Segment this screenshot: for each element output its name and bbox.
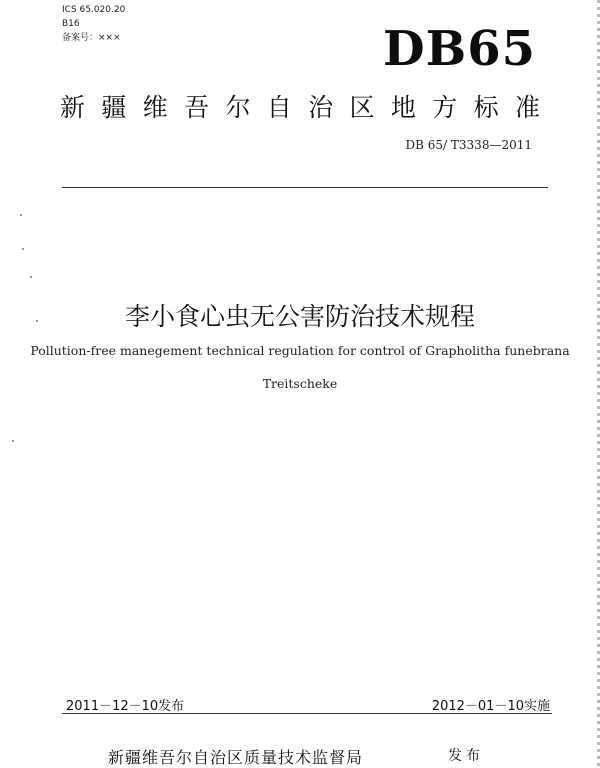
document-title-english-line1: Pollution-free manegement technical regulation for control of Grapholitha funebrana (30, 343, 570, 358)
ics-code: ICS 65.020.20 (62, 5, 126, 15)
standard-type-heading (60, 92, 540, 124)
standard-type-char: 治 (308, 93, 334, 122)
standard-type-char: 吾 (184, 93, 210, 122)
standard-type-char: 地 (390, 93, 416, 122)
scan-speck (22, 248, 24, 250)
standard-type-char: 疆 (101, 93, 127, 122)
standard-type-char: 标 (473, 93, 499, 122)
header-divider (62, 187, 548, 188)
publish-date: 2011－12－10发布 (66, 699, 185, 714)
footer-divider (62, 713, 552, 714)
standard-type-char: 自 (266, 93, 292, 122)
standard-type-char: 维 (142, 93, 168, 122)
issue-label: 发布 (448, 748, 484, 764)
scan-speck (20, 214, 22, 216)
standard-type-char: 方 (432, 93, 458, 122)
implement-date: 2012－01－10实施 (431, 699, 550, 714)
scan-speck (36, 320, 38, 322)
record-number: 备案号：××× (62, 33, 121, 43)
standard-type-char: 尔 (225, 93, 251, 122)
standard-type-char: 新 (60, 93, 86, 122)
scan-speck (12, 440, 14, 442)
document-title-english-line2: Treitscheke (262, 376, 338, 391)
document-title-chinese: 李小食心虫无公害防治技术规程 (124, 302, 475, 331)
standard-number: DB 65/ T3338—2011 (405, 138, 532, 152)
classification-code: B16 (62, 19, 80, 29)
standard-type-char: 准 (514, 93, 540, 122)
scan-speck (30, 276, 32, 278)
issuing-authority: 新疆维吾尔自治区质量技术监督局 (108, 748, 364, 767)
standard-type-char: 区 (349, 93, 375, 122)
standard-code-logo: DB65 (383, 21, 536, 77)
